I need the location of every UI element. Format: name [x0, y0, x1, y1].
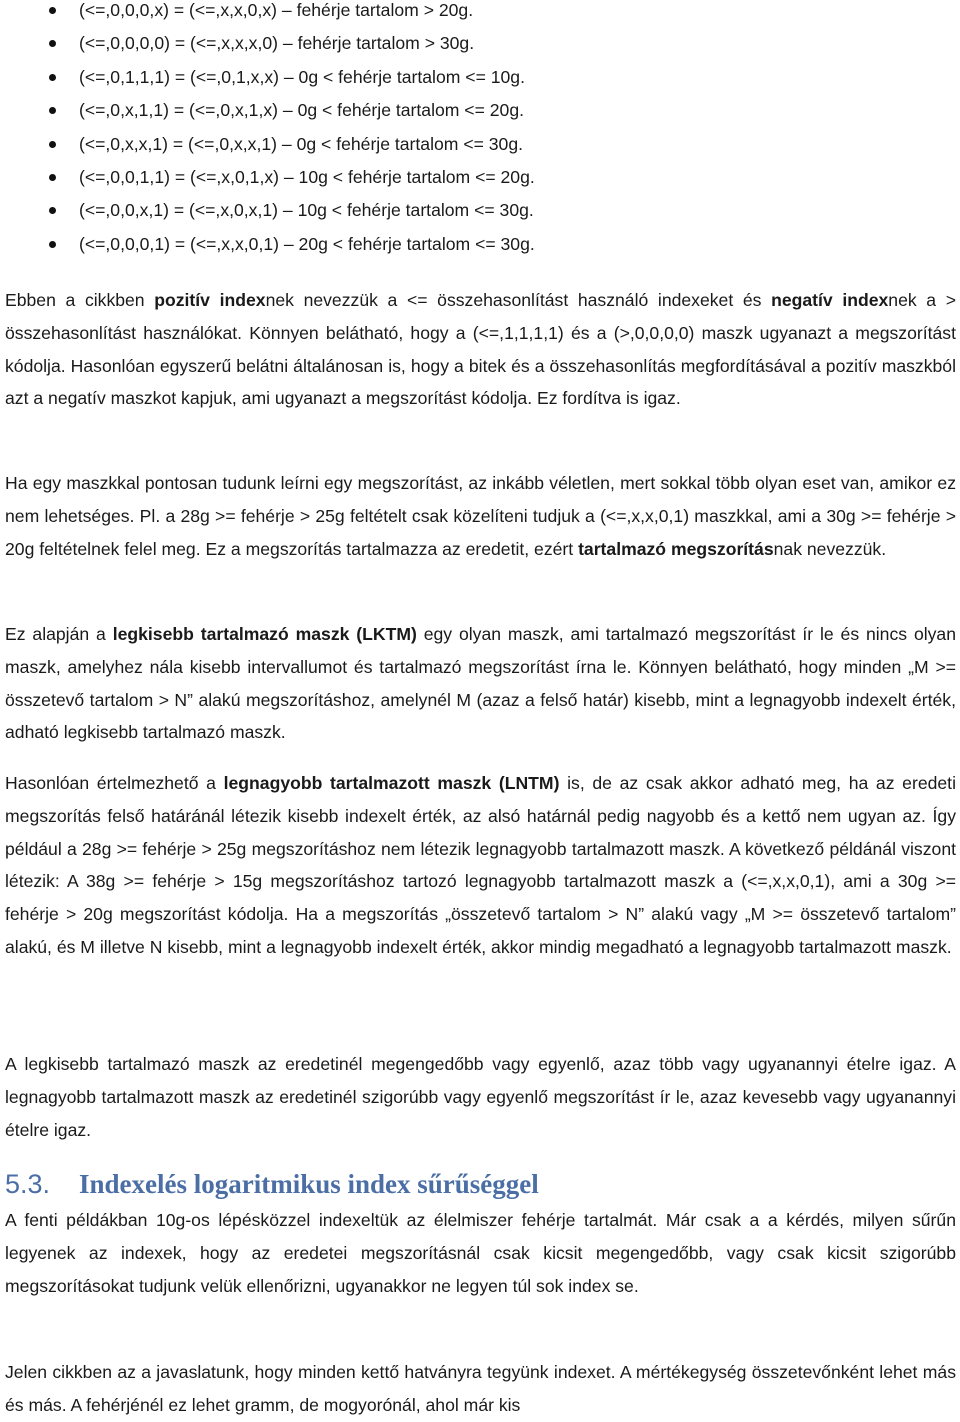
- bullet-icon: [49, 207, 56, 214]
- mask-bullet-list: [5, 0, 956, 261]
- bullet-icon: [49, 7, 56, 14]
- paragraph-pozitiv-negativ-index: [5, 284, 956, 415]
- section-heading: [5, 1166, 539, 1202]
- bullet-icon: [49, 74, 56, 81]
- paragraph-text: nek a > összehasonlítást használókat. Könnyen belátható, hogy a (<=,1,1,1,1) és a (>,0,0,0,0) maszk ugyanazt a megszorítást kódolja. Hasonlóan egyszerű belátni általánosan is, hogy a bitek és a összehasonlítás megfordításával a pozitív maszkból azt a negatív maszkot kapjuk, ami ugyanazt a megszorítást kódolja. Ez fordítva is igaz.: [5, 290, 957, 409]
- bold-term: negatív index: [771, 290, 889, 310]
- list-item-text: (<=,0,1,1,1) = (<=,0,1,x,x) – 0g < fehérje tartalom <= 10g.: [79, 66, 525, 87]
- list-item: [5, 228, 956, 261]
- list-item: [5, 194, 956, 227]
- paragraph-text: Ebben a cikkben: [5, 290, 155, 310]
- list-item: [5, 27, 956, 60]
- paragraph-lktm: [5, 618, 956, 749]
- list-item-text: (<=,0,x,1,1) = (<=,0,x,1,x) – 0g < fehérje tartalom <= 20g.: [79, 100, 524, 121]
- bullet-icon: [49, 241, 56, 248]
- paragraph-text: nak nevezzük.: [773, 538, 887, 559]
- paragraph-text: Hasonlóan értelmezhető a: [5, 773, 224, 793]
- list-item-text: (<=,0,0,1,1) = (<=,x,0,1,x) – 10g < fehérje tartalom <= 20g.: [79, 166, 535, 187]
- paragraph-text: A fenti példákban 10g-os lépésközzel indexeltük az élelmiszer fehérje tartalmát. Már csak a a kérdés, milyen sűrűn legyenek az indexek, hogy az eredetei megszorításnál csak kicsit megengedőbb, vagy csak kicsit szigorúbb megszorításokat tudjunk velük ellenőrizni, ugyanakkor ne legyen túl sok index se.: [5, 1210, 956, 1296]
- list-item-text: (<=,0,0,x,1) = (<=,x,0,x,1) – 10g < fehérje tartalom <= 30g.: [79, 200, 534, 221]
- bullet-icon: [49, 40, 56, 47]
- list-item: [5, 128, 956, 161]
- bold-term: legkisebb tartalmazó maszk (LKTM): [112, 624, 417, 644]
- bullet-icon: [49, 141, 56, 148]
- paragraph-text: egy olyan maszk, ami tartalmazó megszorítást ír le és nincs olyan maszk, amelyhez nála kisebb intervallumot és tartalmazó megszorítást írna le. Könnyen belátható, hogy minden „M >= összetevő tartalom > N” alakú megszorításhoz, amelynél M (azaz a felső határ) kisebb, mint a legnagyobb indexelt érték, adható legkisebb tartalmazó maszk.: [5, 624, 957, 743]
- paragraph-text: nek nevezzük a <= összehasonlítást használó indexeket és: [265, 290, 772, 310]
- bold-term: pozitív index: [154, 290, 266, 310]
- paragraph-text: Ez alapján a: [5, 624, 113, 644]
- paragraph-text: A legkisebb tartalmazó maszk az eredetinél megengedőbb vagy egyenlő, azaz több vagy ugyanannyi ételre igaz. A legnagyobb tartalmazott maszk az eredetinél szigorúbb vagy egyenlő megszorítást ír le, azaz kevesebb vagy ugyanannyi ételre igaz.: [5, 1054, 956, 1140]
- bold-term: legnagyobb tartalmazott maszk (LNTM): [223, 773, 560, 793]
- paragraph-osszehasonlitas: [5, 1048, 956, 1146]
- paragraph-index-surruseg: [5, 1204, 956, 1302]
- list-item-text: (<=,0,0,0,0) = (<=,x,x,x,0) – fehérje tartalom > 30g.: [79, 33, 475, 54]
- bullet-icon: [49, 107, 56, 114]
- paragraph-lntm: [5, 767, 956, 964]
- list-item: [5, 0, 956, 27]
- paragraph-ketto-hatvany: [5, 1356, 956, 1422]
- paragraph-text: Ha egy maszkkal pontosan tudunk leírni egy megszorítást, az inkább véletlen, mert sokkal több olyan eset van, amikor ez nem lehetséges. Pl. a 28g >= fehérje > 25g feltételt csak közelíteni tudjuk a (<=,x,x,0,1) maszkkal, ami a 30g >= fehérje > 20g feltételnek felel meg. Ez a megszorítás tartalmazza az eredetit, ezért: [5, 473, 956, 559]
- section-number: 5.3.: [5, 1169, 51, 1199]
- list-item: [5, 61, 956, 94]
- list-item-text: (<=,0,0,0,x) = (<=,x,x,0,x) – fehérje tartalom > 20g.: [79, 0, 474, 20]
- bold-term: tartalmazó megszorítás: [578, 538, 774, 559]
- section-title: Indexelés logaritmikus index sűrűséggel: [79, 1169, 539, 1199]
- list-item-text: (<=,0,x,x,1) = (<=,0,x,x,1) – 0g < fehérje tartalom <= 30g.: [79, 133, 524, 154]
- list-item: [5, 94, 956, 127]
- paragraph-text: Jelen cikkben az a javaslatunk, hogy minden kettő hatványra tegyünk indexet. A mértékegység összetevőnként lehet más és más. A fehérjénél ez lehet gramm, de mogyorónál, ahol már kis: [5, 1362, 956, 1415]
- list-item: [5, 161, 956, 194]
- list-item-text: (<=,0,0,0,1) = (<=,x,x,0,1) – 20g < fehérje tartalom <= 30g.: [79, 233, 535, 254]
- paragraph-tartalmazo-megszoritas: [5, 467, 956, 565]
- bullet-icon: [49, 174, 56, 181]
- paragraph-text: is, de az csak akkor adható meg, ha az eredeti megszorítás felső határánál létezik kisebb indexelt érték, az alsó határnál pedig nagyobb és a kettő nem ugyan az. Így például a 28g >= fehérje > 25g megszorításhoz nem létezik legnagyobb tartalmazott maszk. A következő példánál viszont létezik: A 38g >= fehérje > 15g megszorításhoz tartozó legnagyobb tartalmazott maszk a (<=,x,x,0,1), ami a 30g >= fehérje > 20g megszorítást kódolja. Ha a megszorítás „összetevő tartalom > N” alakú vagy „M >= összetevő tartalom” alakú, és M illetve N kisebb, mint a legnagyobb indexelt érték, akkor mindig megadható a legnagyobb tartalmazott maszk.: [5, 773, 956, 957]
